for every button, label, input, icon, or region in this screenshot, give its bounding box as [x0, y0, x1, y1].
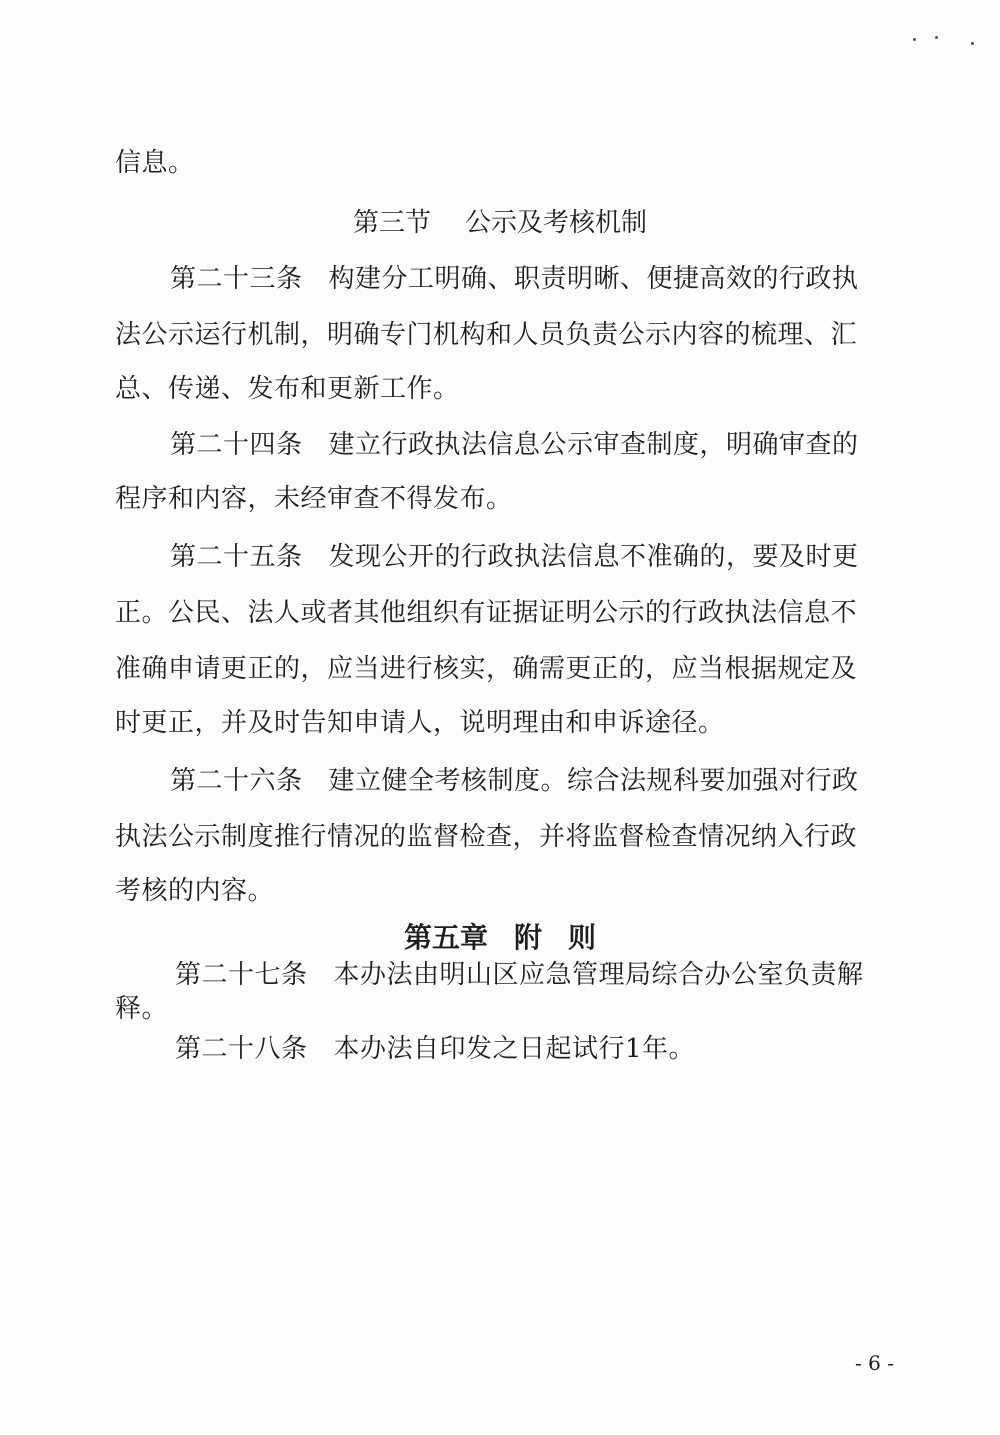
- chapter-title-1: 附: [513, 921, 542, 954]
- article-label: 第二十六条: [170, 766, 303, 796]
- article-text: 本办法自印发之日起试行1年。: [333, 1034, 696, 1064]
- article-line: 程序和内容，未经审查不得发布。: [115, 484, 513, 514]
- chapter-heading: [0, 920, 1000, 956]
- article-line: 执法公示制度推行情况的监督检查，并将监督检查情况纳入行政: [115, 822, 858, 852]
- section-title: 公示及考核机制: [465, 208, 648, 238]
- scan-speck: [935, 36, 938, 39]
- article-text: 建立行政执法信息公示审查制度，明确审查的: [328, 430, 859, 460]
- article-line: 准确申请更正的，应当进行核实，确需更正的，应当根据规定及: [115, 654, 858, 684]
- article-line: 时更正，并及时告知申请人，说明理由和申诉途径。: [115, 708, 725, 738]
- lead-line: 信息。: [115, 148, 195, 178]
- scan-speck: [913, 38, 916, 41]
- article-line: 正。公民、法人或者其他组织有证据证明公示的行政执法信息不: [115, 598, 858, 628]
- chapter-number: 第五章: [403, 921, 488, 954]
- article-label: 第二十五条: [170, 542, 303, 572]
- chapter-title-2: 则: [568, 921, 597, 954]
- article-line: 释。: [115, 994, 169, 1024]
- article-label: 第二十三条: [170, 264, 303, 294]
- section-heading: [0, 206, 1000, 240]
- page-number: - 6 -: [855, 1351, 894, 1375]
- scan-speck: [971, 42, 974, 45]
- article-line: 考核的内容。: [115, 876, 275, 906]
- article-text: 构建分工明确、职责明晰、便捷高效的行政执: [328, 264, 859, 294]
- section-number: 第三节: [352, 208, 431, 238]
- article-label: 第二十七条: [175, 960, 308, 990]
- article-line: [170, 428, 859, 462]
- article-text: 建立健全考核制度。综合法规科要加强对行政: [328, 766, 859, 796]
- article-line: 法公示运行机制，明确专门机构和人员负责公示内容的梳理、汇: [115, 320, 858, 350]
- article-text: 本办法由明山区应急管理局综合办公室负责解: [333, 960, 864, 990]
- article-line: [170, 262, 859, 296]
- article-line: [170, 540, 859, 574]
- article-label: 第二十四条: [170, 430, 303, 460]
- article-text: 发现公开的行政执法信息不准确的，要及时更: [328, 542, 859, 572]
- article-line: [175, 958, 864, 992]
- article-line: [175, 1032, 695, 1066]
- article-line: 总、传递、发布和更新工作。: [115, 374, 460, 404]
- article-line: [170, 764, 859, 798]
- article-label: 第二十八条: [175, 1034, 308, 1064]
- scan-specks: [905, 34, 985, 54]
